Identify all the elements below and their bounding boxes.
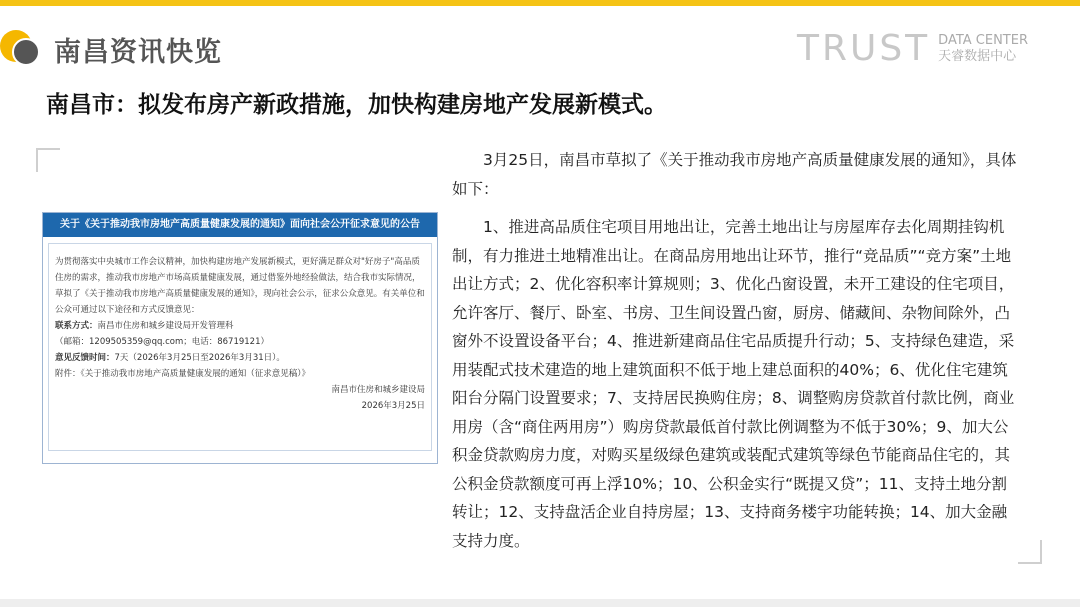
notice-contact-value: 南昌市住房和城乡建设局开发管理科: [97, 321, 234, 331]
notice-feedback-value: 7天（2026年3月25日至2026年3月31日）。: [114, 353, 285, 363]
notice-date: 2026年3月25日: [361, 401, 425, 411]
notice-body: [48, 243, 432, 451]
logo-dark-circle: [12, 38, 40, 66]
brand-sub-cn: 天睿数据中心: [938, 48, 1017, 64]
corner-decoration-top-left: [36, 148, 60, 172]
notice-header: 关于《关于推动我市房地产高质量健康发展的通知》面向社会公开征求意见的公告: [43, 213, 437, 237]
notice-contact-detail: （邮箱：1209505359@qq.com；电话：86719121）: [55, 337, 269, 347]
section-title: 南昌资讯快览: [54, 37, 222, 68]
bottom-bar: [0, 599, 1080, 607]
notice-contact-label: 联系方式：: [55, 321, 98, 331]
article-intro: 3月25日，南昌市草拟了《关于推动我市房地产高质量健康发展的通知》，具体如下：: [452, 151, 1017, 198]
notice-paragraph: 为贯彻落实中央城市工作会议精神，加快构建房地产发展新模式，更好满足群众对"好房子"高品质住房的需求，推动我市房地产市场高质量健康发展，通过借鉴外地经验做法，结合我市实际情况，草拟了《关于推动我市房地产高质量健康发展的通知》，现向社会公示，征求公众意见。有关单位和公众可通过以下途径和方式反馈意见：: [55, 257, 425, 315]
brand-logo: [797, 28, 1028, 69]
notice-feedback-label: 意见反馈时间：: [55, 353, 115, 363]
brand-sub: [938, 33, 1028, 65]
article-body: [452, 146, 1022, 555]
notice-attachment: 附件：《关于推动我市房地产高质量健康发展的通知（征求意见稿）》: [55, 369, 311, 379]
notice-image: [42, 212, 438, 464]
brand-sub-en: DATA CENTER: [938, 32, 1028, 48]
top-accent-bar: [0, 0, 1080, 6]
notice-issuer: 南昌市住房和城乡建设局: [331, 385, 425, 395]
brand-main-text: TRUST: [796, 28, 931, 69]
page-headline: 南昌市：拟发布房产新政措施，加快构建房地产发展新模式。: [46, 92, 667, 118]
article-measures: 1、推进高品质住宅项目用地出让，完善土地出让与房屋库存去化周期挂钩机制，有力推进土地精准出让。在商品房用地出让环节，推行“竞品质”“竞方案”土地出让方式；2、优化容积率计算规则；3、优化凸窗设置，未开工建设的住宅项目，允许客厅、餐厅、卧室、书房、卫生间设置凸窗，厨房、储藏间、杂物间除外，凸窗外不设置设备平台；4、推进新建商品住宅品质提升行动；5、支持绿色建造，采用装配式技术建造的地上建筑面积不低于地上建总面积的40%；6、优化住宅建筑阳台分隔门设置要求；7、支持居民换购住房；8、调整购房贷款首付款比例，商业用房（含“商住两用房”）购房贷款最低首付款比例调整为不低于30%；9、加大公积金贷款购房力度，对购买星级绿色建筑或装配式建筑等绿色节能商品住宅的，其公积金贷款额度可再上浮10%；10、公积金实行“既提又贷”；11、支持土地分割转让；12、支持盘活企业自持房屋；13、支持商务楼宇功能转换；14、加大金融支持力度。: [452, 218, 1015, 550]
